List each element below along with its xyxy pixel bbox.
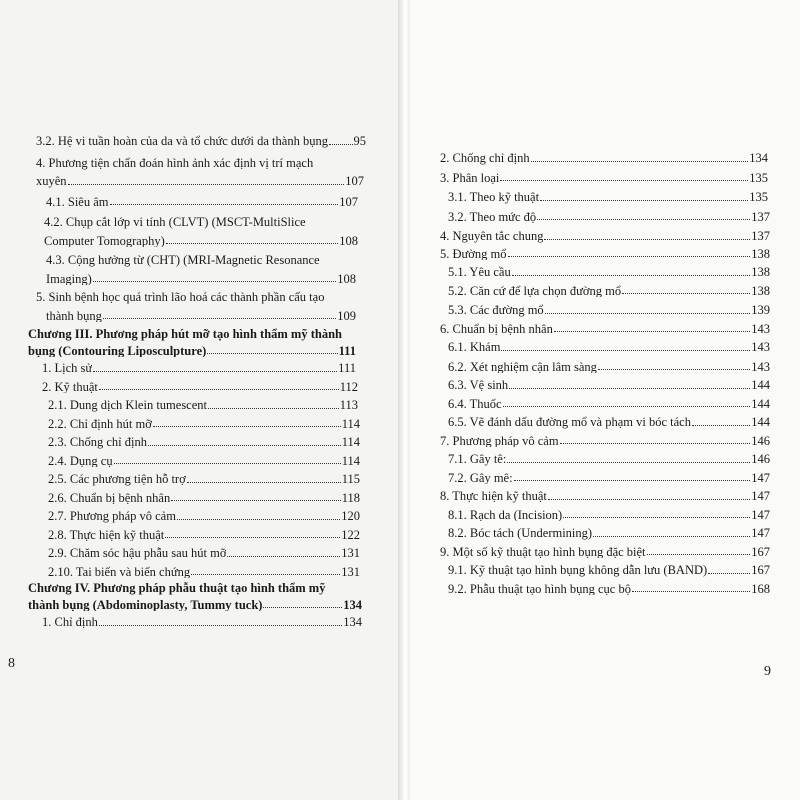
toc-entry: 4.1. Siêu âm 107	[46, 194, 358, 209]
toc-entry: 9. Một số kỹ thuật tạo hình bụng đặc biệt 167	[440, 544, 770, 559]
toc-chapter: Chương IV. Phương pháp phẫu thuật tạo hình thẩm mỹ thành bụng (Abdominoplasty, Tummy tuck) 134	[28, 581, 362, 612]
toc-entry: 2.5. Các phương tiện hỗ trợ 115	[48, 472, 360, 486]
toc-entry: 6.1. Khám 143	[448, 340, 770, 354]
toc-entry: 2.2. Chỉ định hút mỡ 114	[48, 416, 360, 431]
left-toc	[28, 134, 366, 629]
toc-entry: 5.1. Yêu cầu 138	[448, 265, 770, 279]
toc-entry: 4.3. Cộng hưởng từ (CHT) (MRI-Magnetic Resonance Imaging) 108	[46, 253, 356, 286]
toc-entry: 3.1. Theo kỹ thuật 135	[448, 190, 768, 204]
toc-chapter: Chương III. Phương pháp hút mỡ tạo hình thẩm mỹ thành bụng (Contouring Liposculpture) 111	[28, 327, 356, 358]
toc-entry: 2.7. Phương pháp vô cảm 120	[48, 509, 360, 523]
toc-entry: 7.1. Gây tê: 146	[448, 452, 770, 466]
toc-entry: 3. Phân loại 135	[440, 170, 768, 185]
toc-entry: 6.2. Xét nghiệm cận lâm sàng 143	[448, 359, 770, 374]
toc-entry: 2.3. Chống chỉ định 114	[48, 435, 360, 449]
toc-entry: 2.6. Chuẩn bị bệnh nhân 118	[48, 490, 360, 505]
toc-entry: 2. Chống chỉ định 134	[440, 151, 768, 165]
right-toc	[440, 151, 780, 596]
toc-entry: 2.9. Chăm sóc hậu phẫu sau hút mỡ 131	[48, 546, 360, 560]
toc-entry: 2.10. Tai biến và biến chứng 131	[48, 564, 360, 579]
right-page	[410, 0, 800, 800]
toc-entry: 8.1. Rạch da (Incision) 147	[448, 507, 770, 522]
page-number: 8	[8, 656, 15, 671]
toc-entry: 5. Đường mổ 138	[440, 246, 770, 261]
toc-entry: 2.1. Dung dịch Klein tumescent 113	[48, 398, 358, 412]
toc-entry: 4. Phương tiện chẩn đoán hình ảnh xác định vị trí mạch xuyên 107	[36, 155, 364, 188]
toc-entry: 6. Chuẩn bị bệnh nhân 143	[440, 321, 770, 336]
toc-entry: 7. Phương pháp vô cảm 146	[440, 433, 770, 448]
toc-entry: 9.2. Phẫu thuật tạo hình bụng cục bộ 168	[448, 581, 770, 596]
toc-entry: 1. Lịch sử 111	[42, 361, 356, 375]
toc-entry: 5. Sinh bệnh học quá trình lão hoá các thành phần cấu tạo thành bụng 109	[36, 290, 356, 323]
left-page	[0, 0, 398, 800]
book-gutter	[398, 0, 410, 800]
toc-entry: 1. Chỉ định 134	[42, 615, 362, 629]
toc-entry: 5.2. Căn cứ để lựa chọn đường mổ 138	[448, 283, 770, 298]
toc-entry: 2.8. Thực hiện kỹ thuật 122	[48, 527, 360, 542]
toc-entry: 6.3. Vệ sinh 144	[448, 378, 770, 392]
toc-entry: 9.1. Kỹ thuật tạo hình bụng không dẫn lưu (BAND) 167	[448, 563, 770, 577]
toc-entry: 6.5. Vẽ đánh dấu đường mổ và phạm vi bóc tách 144	[448, 415, 770, 429]
toc-entry: 4. Nguyên tắc chung 137	[440, 229, 770, 243]
toc-entry: 6.4. Thuốc 144	[448, 396, 770, 411]
toc-entry: 7.2. Gây mê: 147	[448, 470, 770, 485]
toc-entry: 3.2. Theo mức độ 137	[448, 209, 770, 224]
toc-entry: 8.2. Bóc tách (Undermining) 147	[448, 526, 770, 540]
toc-entry: 4.2. Chụp cắt lớp vi tính (CLVT) (MSCT-MultiSlice Computer Tomography) 108	[44, 215, 358, 248]
toc-entry: 2. Kỹ thuật 112	[42, 379, 358, 394]
page-number: 9	[764, 664, 771, 679]
toc-entry: 5.3. Các đường mổ 139	[448, 303, 770, 317]
toc-entry: 2.4. Dụng cụ 114	[48, 453, 360, 468]
toc-entry: 3.2. Hệ vi tuần hoàn của da và tổ chức dưới da thành bụng 95	[36, 134, 366, 148]
toc-entry: 8. Thực hiện kỹ thuật 147	[440, 489, 770, 503]
